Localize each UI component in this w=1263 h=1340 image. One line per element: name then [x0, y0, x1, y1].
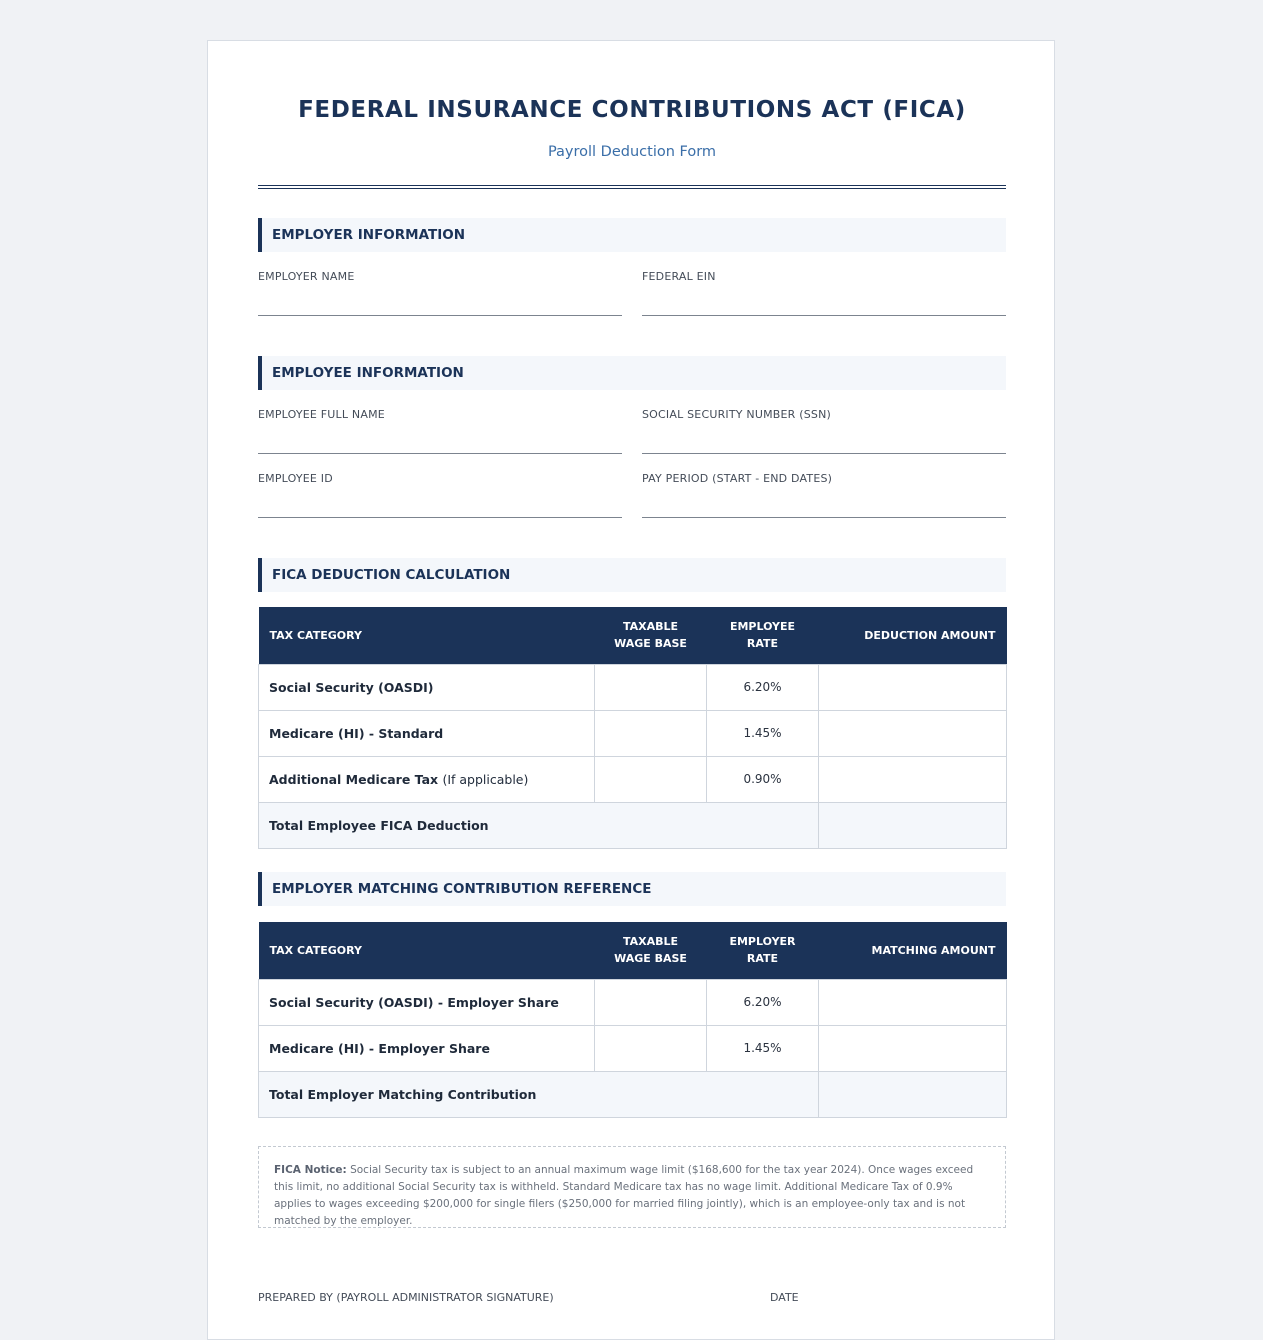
tax-category-cell — [259, 710, 595, 756]
rate-cell: 1.45% — [707, 710, 819, 756]
employer-match-section-heading: EMPLOYER MATCHING CONTRIBUTION REFERENCE — [258, 872, 1006, 906]
rate-cell: 6.20% — [707, 664, 819, 710]
employee-full-name-label: EMPLOYEE FULL NAME — [258, 408, 385, 421]
notice-text: Social Security tax is subject to an annual maximum wage limit ($168,600 for the tax year 2024). Once wages exceed this limit, no additional Social Security tax is withheld. Standard Medicare tax has no wage limit. Additional Medicare Tax of 0.9% applies to wages exceeding $200,000 for single filers ($250,000 for married filing jointly), which is an employee-only tax and is not matched by the employer. — [274, 1164, 974, 1227]
employee-id-field[interactable] — [258, 517, 622, 518]
prepared-by-label: PREPARED BY (PAYROLL ADMINISTRATOR SIGNATURE) — [258, 1291, 554, 1304]
table-row — [259, 664, 1007, 710]
employer-match-table-header — [259, 922, 1007, 979]
total-amount-cell[interactable] — [819, 802, 1007, 848]
total-row — [259, 1071, 1007, 1117]
tax-category-name: Medicare (HI) - Standard — [269, 725, 444, 741]
tax-category-note: (If applicable) — [442, 771, 529, 787]
wage-base-cell[interactable] — [595, 756, 707, 802]
amount-cell[interactable] — [819, 979, 1007, 1025]
total-label: Total Employee FICA Deduction — [259, 802, 819, 848]
employee-full-name-field[interactable] — [258, 453, 622, 454]
table-row — [259, 1025, 1007, 1071]
wage-base-cell[interactable] — [595, 664, 707, 710]
column-header: TAX CATEGORY — [259, 922, 595, 979]
ssn-field[interactable] — [642, 453, 1006, 454]
tax-category-name: Additional Medicare Tax — [269, 771, 439, 787]
total-label: Total Employer Matching Contribution — [259, 1071, 819, 1117]
wage-base-cell[interactable] — [595, 710, 707, 756]
rate-cell: 1.45% — [707, 1025, 819, 1071]
tax-category-cell: Medicare (HI) - Employer Share — [259, 1025, 595, 1071]
column-header: TAXABLE WAGE BASE — [595, 607, 707, 664]
deduction-section-heading: FICA DEDUCTION CALCULATION — [258, 558, 1006, 592]
employer-match-table — [258, 922, 1007, 1118]
total-row — [259, 802, 1007, 848]
rate-cell: 6.20% — [707, 979, 819, 1025]
form-title: FEDERAL INSURANCE CONTRIBUTIONS ACT (FICA) — [298, 97, 966, 123]
column-header: TAXABLE WAGE BASE — [595, 922, 707, 979]
column-header: MATCHING AMOUNT — [819, 922, 1007, 979]
table-row — [259, 710, 1007, 756]
employee-section-heading: EMPLOYEE INFORMATION — [258, 356, 1006, 390]
table-row — [259, 756, 1007, 802]
amount-cell[interactable] — [819, 664, 1007, 710]
employer-name-field[interactable] — [258, 315, 622, 316]
fica-notice-box — [258, 1146, 1006, 1228]
tax-category-name: Social Security (OASDI) — [269, 679, 434, 695]
header-divider-bottom — [258, 188, 1006, 189]
notice-label: FICA Notice: — [274, 1164, 347, 1176]
amount-cell[interactable] — [819, 710, 1007, 756]
total-amount-cell[interactable] — [819, 1071, 1007, 1117]
column-header: EMPLOYER RATE — [707, 922, 819, 979]
ssn-label: SOCIAL SECURITY NUMBER (SSN) — [642, 408, 831, 421]
table-row — [259, 979, 1007, 1025]
form-subtitle: Payroll Deduction Form — [547, 144, 717, 160]
pay-period-field[interactable] — [642, 517, 1006, 518]
deduction-table — [258, 607, 1007, 849]
amount-cell[interactable] — [819, 756, 1007, 802]
column-header: TAX CATEGORY — [259, 607, 595, 664]
rate-cell: 0.90% — [707, 756, 819, 802]
column-header: DEDUCTION AMOUNT — [819, 607, 1007, 664]
employer-section-heading: EMPLOYER INFORMATION — [258, 218, 1006, 252]
federal-ein-label: FEDERAL EIN — [642, 270, 716, 283]
wage-base-cell[interactable] — [595, 1025, 707, 1071]
employee-id-label: EMPLOYEE ID — [258, 472, 333, 485]
date-label: DATE — [770, 1291, 799, 1304]
deduction-table-header — [259, 607, 1007, 664]
wage-base-cell[interactable] — [595, 979, 707, 1025]
form-page — [207, 40, 1055, 1340]
employer-name-label: EMPLOYER NAME — [258, 270, 355, 283]
header-divider-top — [258, 185, 1006, 186]
tax-category-cell: Social Security (OASDI) - Employer Share — [259, 979, 595, 1025]
federal-ein-field[interactable] — [642, 315, 1006, 316]
tax-category-cell — [259, 664, 595, 710]
pay-period-label: PAY PERIOD (START - END DATES) — [642, 472, 833, 485]
amount-cell[interactable] — [819, 1025, 1007, 1071]
column-header: EMPLOYEE RATE — [707, 607, 819, 664]
tax-category-cell — [259, 756, 595, 802]
